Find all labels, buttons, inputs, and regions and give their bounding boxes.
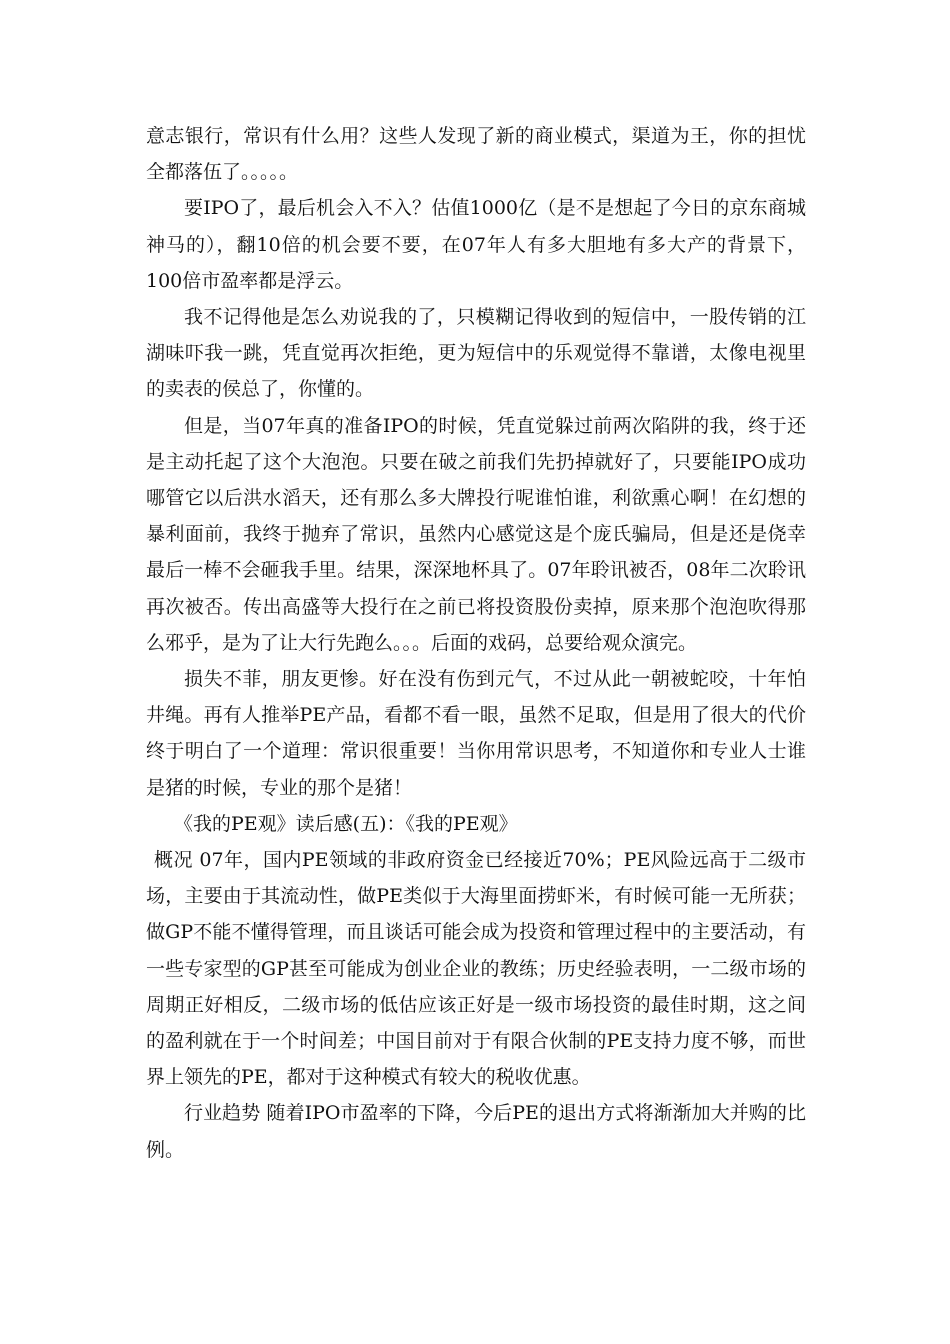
paragraph-overview: 概况 07年，国内PE领域的非政府资金已经接近70%；PE风险远高于二级市场，主要由于其流动性，做PE类似于大海里面捞虾米，有时候可能一无所获；做GP不能不懂得管理，而且谈话可能会成为投资和管理过程中的主要活动，有一些专家型的GP甚至可能成为创业企业的教练；历史经验表明，一二级市场的周期正好相反，二级市场的低估应该正好是一级市场投资的最佳时期，这之间的盈利就在于一个时间差；中国目前对于有限合伙制的PE支持力度不够，而世界上领先的PE，都对于这种模式有较大的税收优惠。 [146,849,806,1089]
paragraph-continuation: 意志银行，常识有什么用？这些人发现了新的商业模式，渠道为王，你的担忧全都落伍了。。。。。 [146,125,806,184]
paragraph-bubble: 但是，当07年真的准备IPO的时候，凭直觉躲过前两次陷阱的我，终于还是主动托起了这个大泡泡。只要在破之前我们先扔掉就好了，只要能IPO成功哪管它以后洪水滔天，还有那么多大牌投行呢谁怕谁，利欲熏心啊！在幻想的暴利面前，我终于抛弃了常识，虽然内心感觉这是个庞氏骗局，但是还是侥幸最后一棒不会砸我手里。结果，深深地杯具了。07年聆讯被否，08年二次聆讯再次被否。传出高盛等大投行在之前已将投资股份卖掉，原来那个泡泡吹得那么邪乎，是为了让大行先跑么。。。后面的戏码，总要给观众演完。 [146,414,806,654]
document-body [146,118,806,1168]
paragraph-ipo-valuation: 要IPO了，最后机会入不入？估值1000亿（是不是想起了今日的京东商城神马的），翻10倍的机会要不要，在07年人有多大胆地有多大产的背景下，100倍市盈率都是浮云。 [146,197,806,292]
section-subtitle: 《我的PE观》读后感(五)：《我的PE观》 [174,812,518,835]
paragraph-sms-persuasion: 我不记得他是怎么劝说我的了，只模糊记得收到的短信中，一股传销的江湖味吓我一跳，凭直觉再次拒绝，更为短信中的乐观觉得不靠谱，太像电视里的卖表的侯总了，你懂的。 [146,306,806,401]
paragraph-loss: 损失不菲，朋友更惨。好在没有伤到元气，不过从此一朝被蛇咬，十年怕井绳。再有人推举PE产品，看都不看一眼，虽然不足取，但是用了很大的代价终于明白了一个道理：常识很重要！当你用常识思考，不知道你和专业人士谁是猪的时候，专业的那个是猪！ [146,668,806,799]
paragraph-industry-trend: 行业趋势 随着IPO市盈率的下降，今后PE的退出方式将渐渐加大并购的比例。 [146,1102,806,1161]
